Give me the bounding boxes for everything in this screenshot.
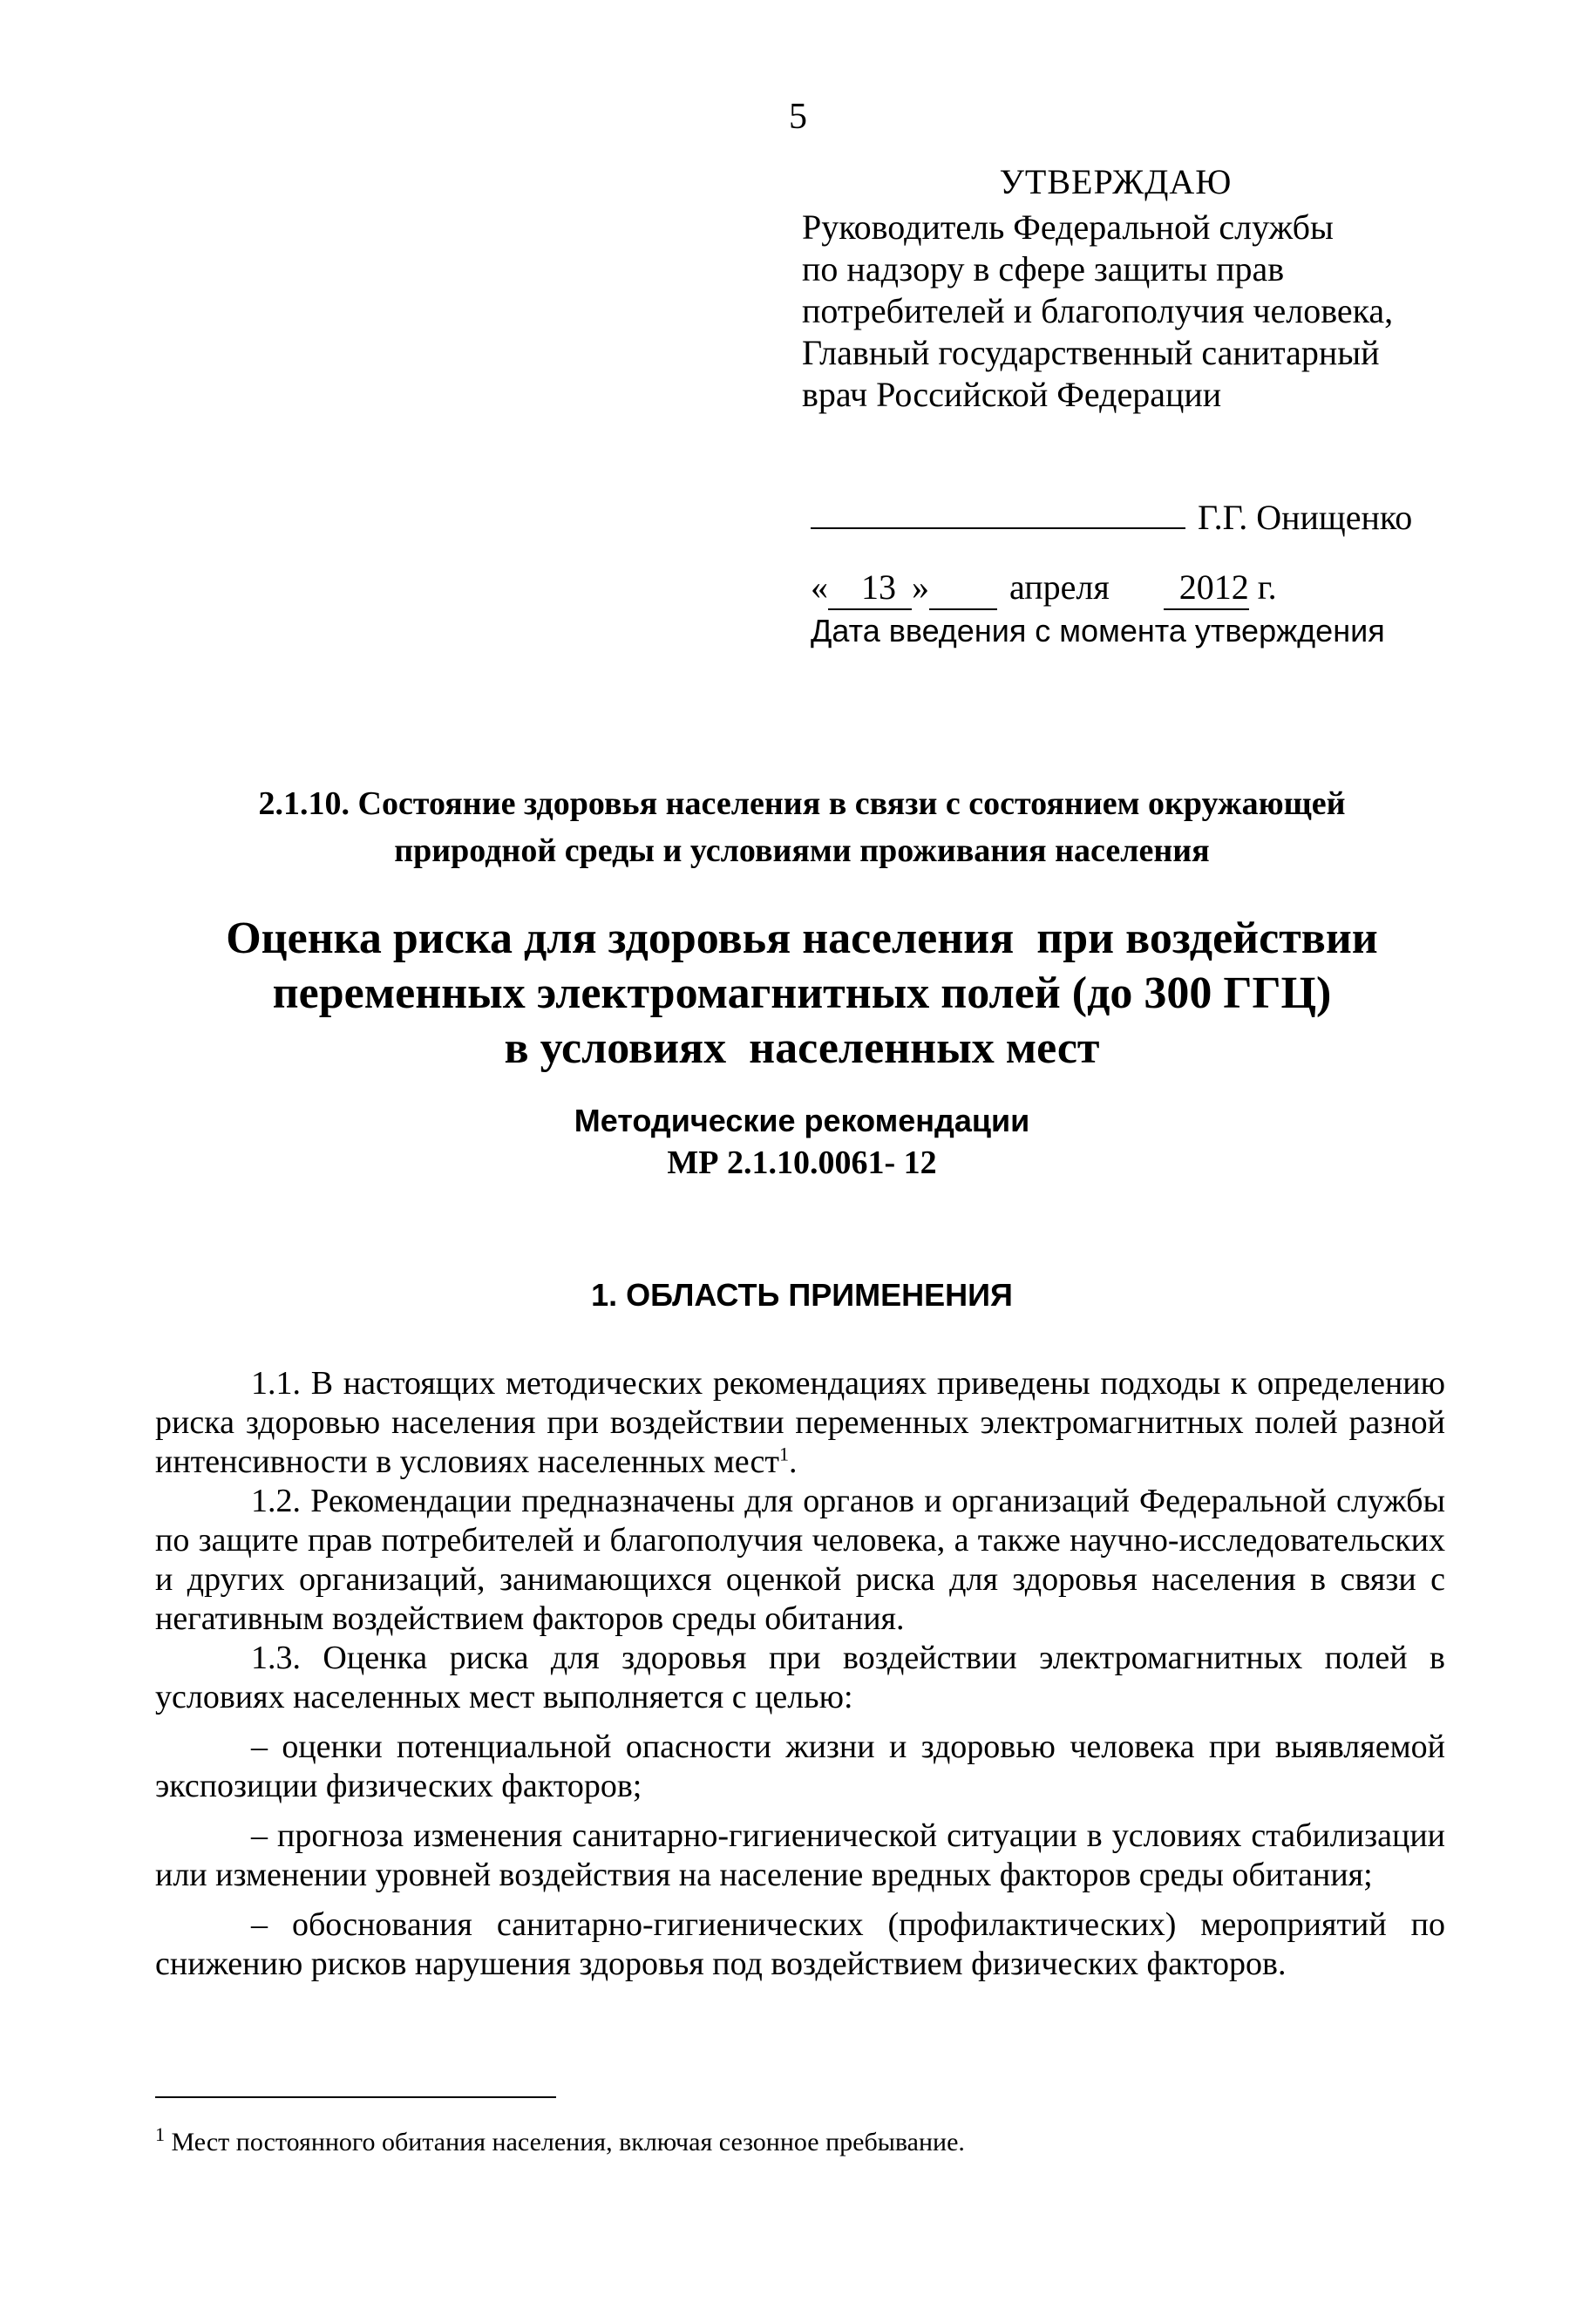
approver-title	[802, 207, 1464, 416]
approval-heading: УТВЕРЖДАЮ	[999, 162, 1233, 201]
signature-line	[811, 497, 1508, 539]
scope-heading: 1. ОБЛАСТЬ ПРИМЕНЕНИЯ	[591, 1277, 1013, 1313]
section-heading	[139, 780, 1464, 874]
title-line: Оценка риска для здоровья населения при воздействии	[226, 913, 1378, 963]
paragraph-1-2: 1.2. Рекомендации предназначены для органов и организаций Федеральной службы по защите прав потребителей и благополучия человека, а также научно-исследовательских и других организаций, занимающихся оценкой риска для здоровья населения в связи с негативным воздействием факторов среды обитания.	[155, 1483, 1445, 1637]
section-line: природной среды и условиями проживания населения	[394, 832, 1210, 869]
document-title	[139, 911, 1464, 1076]
date-day: 13	[828, 567, 912, 610]
list-item: – оценки потенциальной опасности жизни и здоровью человека при выявляемой экспозиции физических факторов;	[155, 1729, 1445, 1804]
footnote-text: Мест постоянного обитания населения, включая сезонное пребывание.	[165, 2128, 965, 2156]
approver-line: Главный государственный санитарный	[802, 333, 1380, 372]
signatory-name: Г.Г. Онищенко	[1198, 498, 1413, 537]
date-close-quote: »	[912, 567, 929, 607]
list-item: – обоснования санитарно-гигиенических (профилактических) мероприятий по снижению рисков нарушения здоровья под воздействием физических факторов.	[155, 1906, 1445, 1982]
title-line: переменных электромагнитных полей (до 300 ГГЦ)	[272, 968, 1332, 1018]
footnote-ref: 1	[779, 1443, 790, 1465]
approval-date	[811, 567, 1508, 610]
page-number: 5	[789, 97, 807, 137]
approval-block	[802, 161, 1464, 416]
approver-line: по надзору в сфере защиты прав	[802, 249, 1285, 289]
paragraph-end: .	[789, 1443, 798, 1480]
paragraph-text: 1.1. В настоящих методических рекомендациях приведены подходы к определению риска здоровью населения при воздействии переменных электромагнитных полей разной интенсивности в условиях населенных мест	[155, 1365, 1445, 1480]
approver-line: Руководитель Федеральной службы	[802, 207, 1334, 247]
title-line: в условиях населенных мест	[504, 1023, 1100, 1073]
signature-blank	[811, 498, 1185, 529]
document-code: МР 2.1.10.0061- 12	[667, 1144, 937, 1181]
approver-line: потребителей и благополучия человека,	[802, 291, 1394, 330]
effective-date-note: Дата введения с момента утверждения	[811, 613, 1385, 649]
paragraph-1-1	[155, 1364, 1445, 1482]
date-year-suffix: г.	[1257, 567, 1277, 607]
section-line: 2.1.10. Состояние здоровья населения в связи с состоянием окружающей	[258, 785, 1346, 822]
document-type: Методические рекомендации	[574, 1103, 1030, 1138]
list-item: – прогноза изменения санитарно-гигиенической ситуации в условиях стабилизации или изменении уровней воздействия на население вредных факторов среды обитания;	[155, 1817, 1445, 1893]
date-month: апреля	[1009, 567, 1110, 607]
date-year: 2012	[1164, 567, 1249, 610]
footnote-divider	[155, 2096, 556, 2098]
footnote	[155, 2123, 1445, 2158]
date-open-quote: «	[811, 567, 828, 607]
approver-line: врач Российской Федерации	[802, 375, 1222, 414]
paragraph-1-3: 1.3. Оценка риска для здоровья при воздействии электромагнитных полей в условиях населенных мест выполняется с целью:	[155, 1640, 1445, 1715]
footnote-marker: 1	[155, 2123, 165, 2145]
scope-body	[155, 1364, 1445, 1984]
